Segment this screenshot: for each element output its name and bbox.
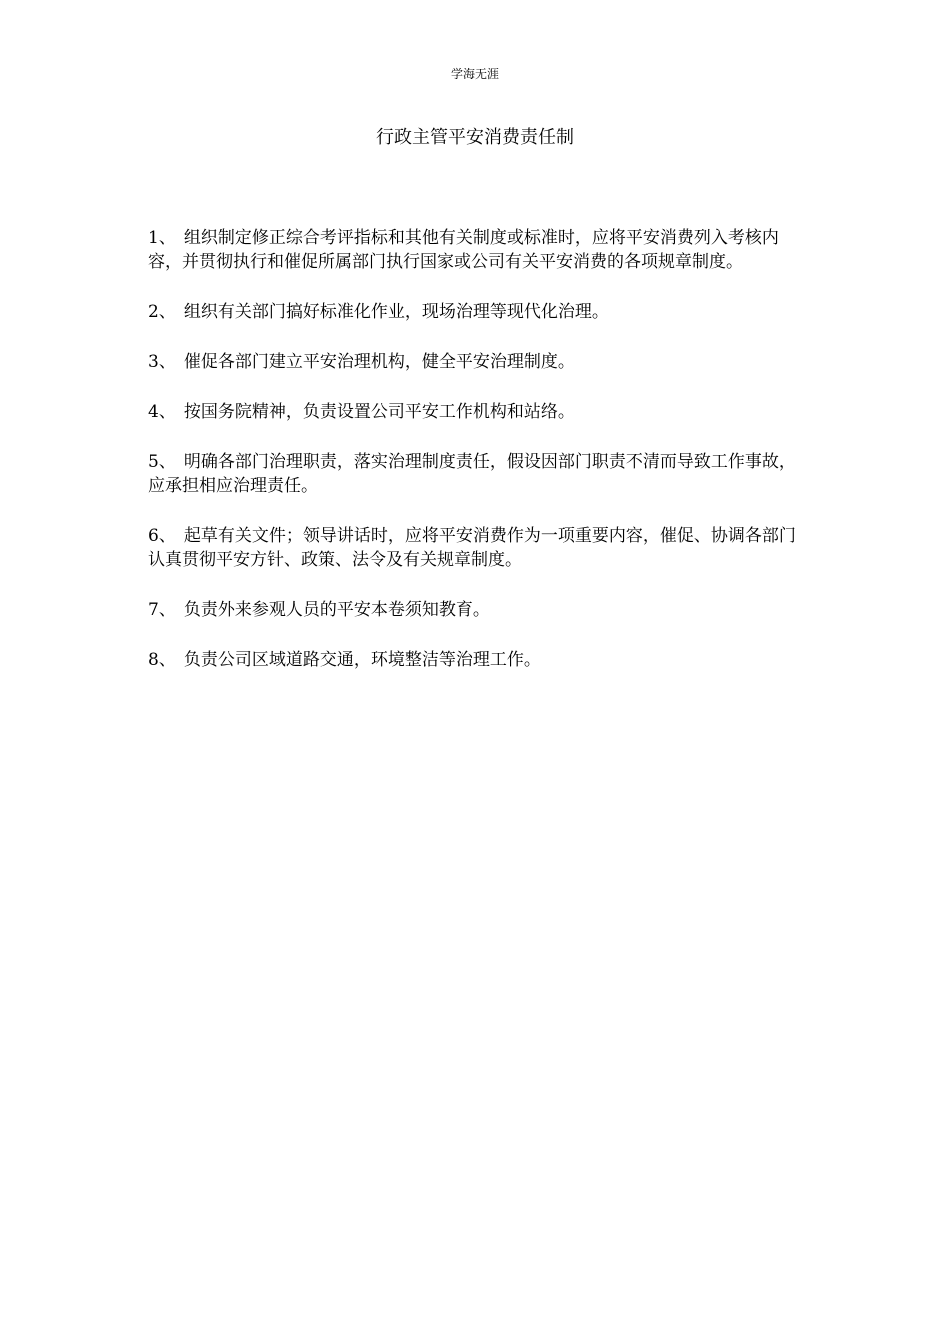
- item-text: 负责外来参观人员的平安本卷须知教育。: [183, 600, 490, 620]
- list-item: [148, 524, 808, 572]
- list-item: [148, 350, 808, 374]
- list-item: [148, 450, 808, 498]
- item-text: 明确各部门治理职责，落实治理制度责任，假设因部门职责不清而导致工作事故，应承担相应治理责任。: [148, 452, 796, 496]
- item-number: 4、: [148, 402, 176, 422]
- item-number: 3、: [148, 352, 176, 372]
- item-text: 负责公司区域道路交通，环境整洁等治理工作。: [183, 650, 541, 670]
- item-text: 起草有关文件；领导讲话时，应将平安消费作为一项重要内容，催促、协调各部门认真贯彻平安方针、政策、法令及有关规章制度。: [148, 526, 796, 570]
- item-text: 按国务院精神，负责设置公司平安工作机构和站络。: [183, 402, 575, 422]
- item-number: 5、: [148, 452, 176, 472]
- item-number: 1、: [148, 228, 176, 248]
- list-item: [148, 300, 808, 324]
- item-number: 2、: [148, 302, 176, 322]
- list-item: [148, 598, 808, 622]
- list-item: [148, 226, 808, 274]
- item-text: 催促各部门建立平安治理机构，健全平安治理制度。: [183, 352, 575, 372]
- item-number: 8、: [148, 650, 176, 670]
- page-header: 学海无涯: [450, 67, 499, 81]
- item-number: 6、: [148, 526, 176, 546]
- item-number: 7、: [148, 600, 176, 620]
- responsibility-list: [148, 226, 808, 698]
- item-text: 组织有关部门搞好标准化作业，现场治理等现代化治理。: [183, 302, 609, 322]
- list-item: [148, 400, 808, 424]
- item-text: 组织制定修正综合考评指标和其他有关制度或标准时，应将平安消费列入考核内容，并贯彻执行和催促所属部门执行国家或公司有关平安消费的各项规章制度。: [148, 228, 779, 272]
- list-item: [148, 648, 808, 672]
- document-title: 行政主管平安消费责任制: [376, 127, 574, 148]
